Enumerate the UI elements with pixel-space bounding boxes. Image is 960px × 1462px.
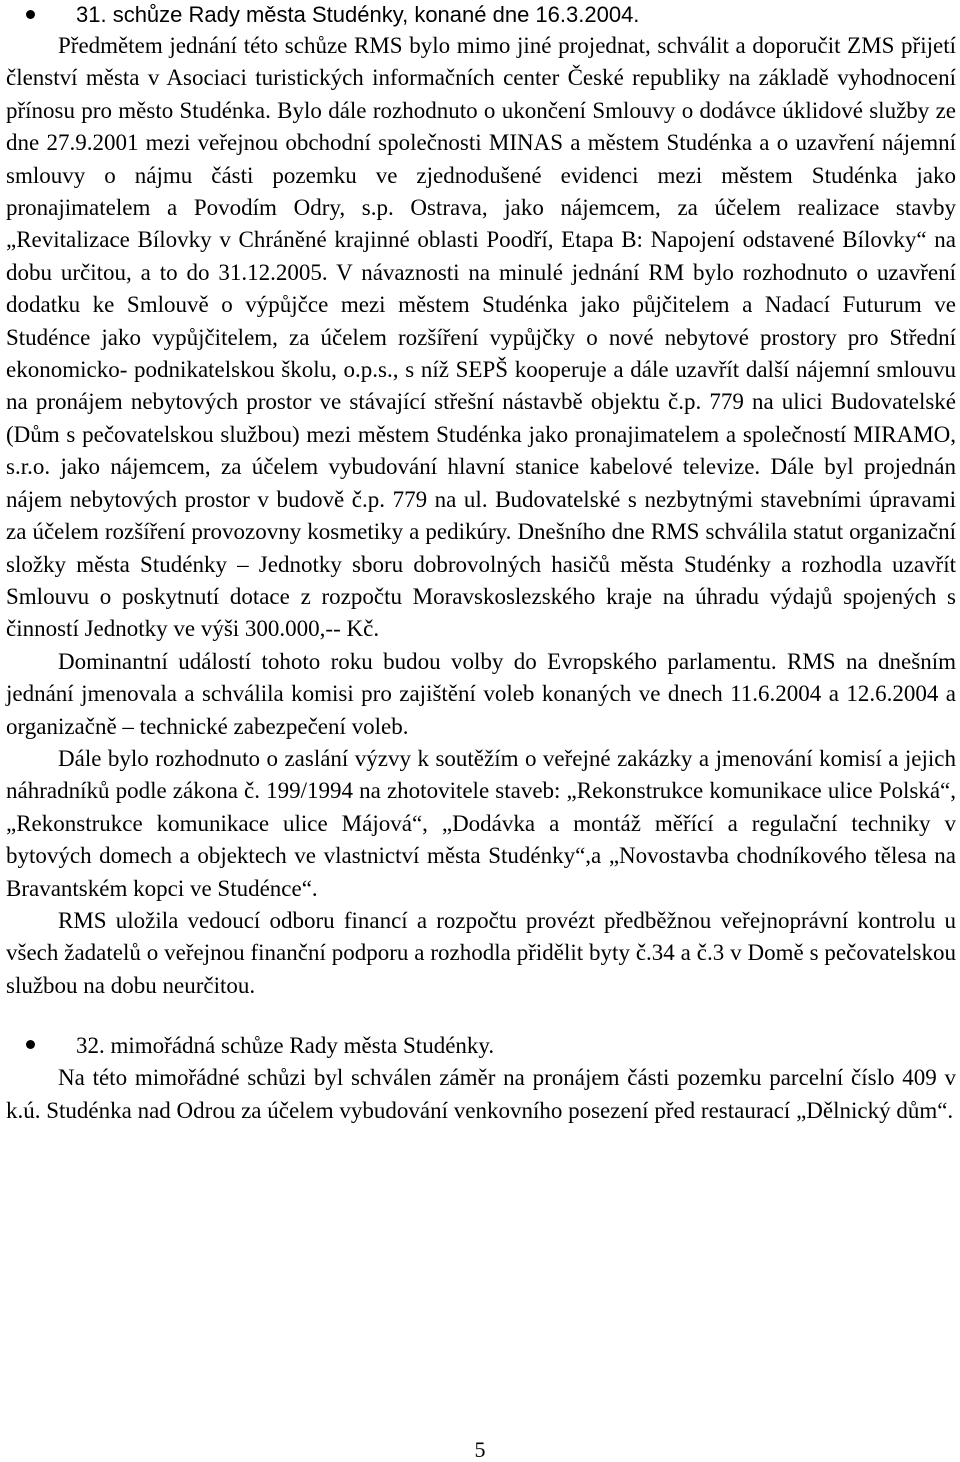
page-number: 5 bbox=[474, 1437, 486, 1462]
bullet-icon bbox=[26, 1040, 35, 1049]
section-heading-text: 32. mimořádná schůze Rady města Studénky. bbox=[76, 1033, 495, 1059]
document-page bbox=[6, 0, 956, 1127]
paragraph: Dominantní událostí tohoto roku budou volby do Evropského parlamentu. RMS na dnešním jednání jmenovala a schválila komisi pro zajištění voleb konaných ve dnech 11.6.2004 a 12.6.2004 a organizačně – technické zabezpečení voleb. bbox=[6, 648, 956, 739]
section-31 bbox=[6, 0, 956, 1002]
paragraph: Předmětem jednání této schůze RMS bylo mimo jiné projednat, schválit a doporučit ZMS přijetí členství města v Asociaci turistických informačních center České republiky na základě vyhodnocení přínosu pro město Studénka. Bylo dále rozhodnuto o ukončení Smlouvy o dodávce úklidové služby ze dne 27.9.2001 mezi veřejnou obchodní společnosti MINAS a městem Studénka a o uzavření nájemní smlouvy o nájmu části pozemku ve zjednodušené evidenci mezi městem Studénka jako pronajimatelem a Povodím Odry, s.p. Ostrava, jako nájemcem, za účelem realizace stavby „Revitalizace Bílovky v Chráněné krajinné oblasti Poodří, Etapa B: Napojení odstavené Bílovky“ na dobu určitou, a to do 31.12.2005. V návaznosti na minulé jednání RM bylo rozhodnuto o uzavření dodatku ke Smlouvě o výpůjčce mezi městem Studénka jako půjčitelem a Nadací Futurum ve Studénce jako vypůjčitelem, za účelem rozšíření vypůjčky o nové nebytové prostory pro Střední ekonomicko- podnikatelskou školu, o.p.s., s níž SEPŠ kooperuje a dále uzavřít další nájemní smlouvu na pronájem nebytových prostor ve stávající střešní nástavbě objektu č.p. 779 na ulici Budovatelské (Dům s pečovatelskou službou) mezi městem Studénka jako pronajimatelem a společností MIRAMO, s.r.o. jako nájemcem, za účelem vybudování hlavní stanice kabelové televize. Dále byl projednán nájem nebytových prostor v budově č.p. 779 na ul. Budovatelské s nezbytnými stavebními úpravami za účelem rozšíření provozovny kosmetiky a pedikúry. Dnešního dne RMS schválila statut organizační složky města Studénky – Jednotky sboru dobrovolných hasičů města Studénky a rozhodla uzavřít Smlouvu o poskytnutí dotace z rozpočtu Moravskoslezského kraje na úhradu výdajů spojených s činností Jednotky ve výši 300.000,-- Kč. bbox=[6, 33, 956, 642]
section-32 bbox=[6, 1030, 956, 1127]
section-heading bbox=[6, 1030, 956, 1062]
bullet-icon bbox=[26, 10, 35, 19]
paragraph: RMS uložila vedoucí odboru financí a rozpočtu provézt předběžnou veřejnoprávní kontrolu u všech žadatelů o veřejnou finanční podporu a rozhodla přidělit byty č.34 a č.3 v Domě s pečovatelskou službou na dobu neurčitou. bbox=[6, 907, 956, 998]
paragraph: Dále bylo rozhodnuto o zaslání výzvy k soutěžím o veřejné zakázky a jmenování komisí a jejich náhradníků podle zákona č. 199/1994 na zhotovitele staveb: „Rekonstrukce komunikace ulice Polská“, „Rekonstrukce komunikace ulice Májová“, „Dodávka a montáž měřící a regulační techniky v bytových domech a objektech ve vlastnictví města Studénky“,a „Novostavba chodníkového tělesa na Bravantském kopci ve Studénce“. bbox=[6, 745, 956, 901]
section-heading-text: 31. schůze Rady města Studénky, konané dne 16.3.2004. bbox=[76, 2, 640, 27]
paragraph: Na této mimořádné schůzi byl schválen záměr na pronájem části pozemku parcelní číslo 409 v k.ú. Studénka nad Odrou za účelem vybudování venkovního posezení před restaurací „Dělnický dům“. bbox=[6, 1065, 956, 1123]
section-heading bbox=[6, 0, 956, 30]
